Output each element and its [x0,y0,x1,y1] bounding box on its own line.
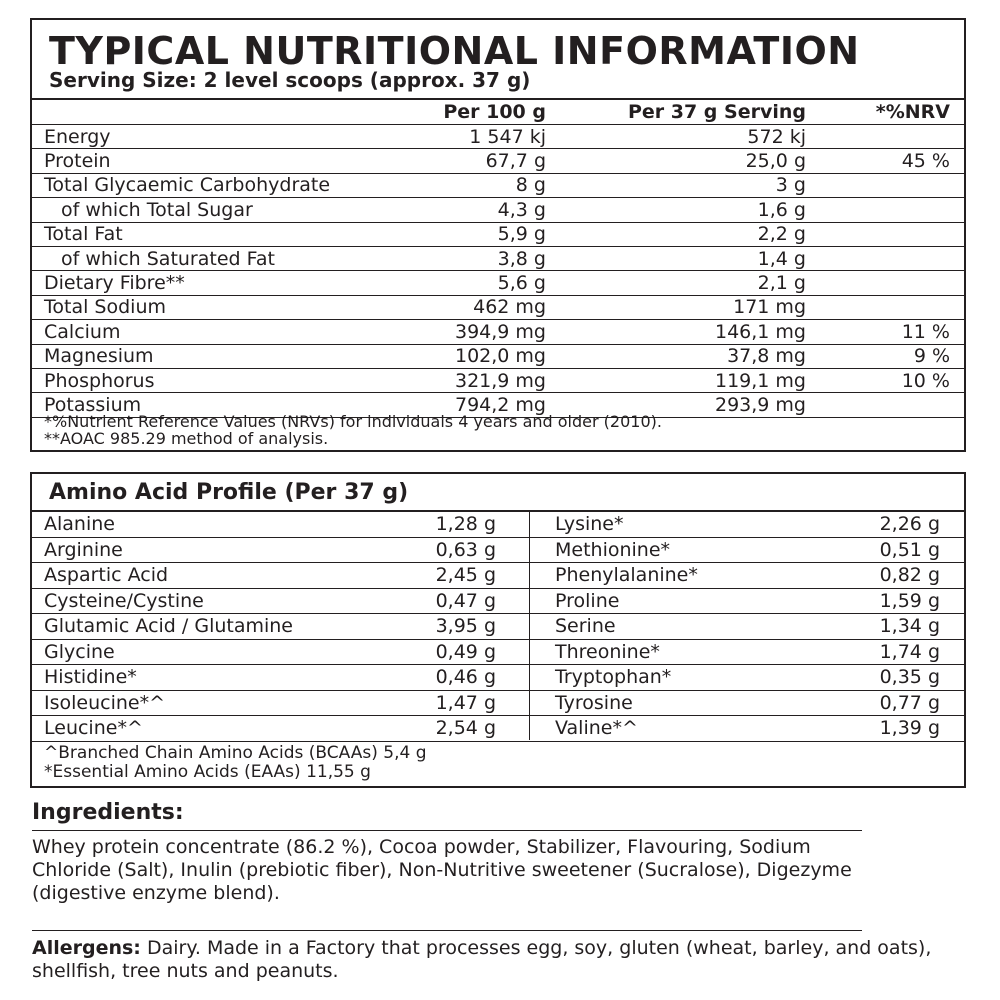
ingredients-text: Whey protein concentrate (86.2 %), Cocoa powder, Stabilizer, Flavouring, Sodium Chloride (Salt), Inulin (prebiotic fiber), Non-Nutritive sweetener (Sucralose), Digezyme (digestive enzyme blend). [32,836,852,904]
amino-row-divider [32,715,964,716]
nutrient-name: Magnesium [44,345,154,368]
amino-column-divider [529,511,530,740]
amino-name: Proline [555,589,620,612]
allergens-label: Allergens: [32,937,141,959]
nutrient-per-100g: 67,7 g [485,149,546,172]
amino-name: Threonine* [555,640,660,663]
nutrient-per-serving: 1,4 g [757,247,806,270]
amino-panel [30,472,966,788]
amino-title-divider [32,510,964,512]
header-per-100g: Per 100 g [443,101,546,123]
nutrient-name: Protein [44,149,111,172]
allergens-divider [32,930,862,931]
amino-name: Histidine* [44,666,137,688]
amino-name: Valine*^ [555,717,638,739]
amino-name: Phenylalanine* [555,564,698,586]
amino-row-divider [32,562,964,563]
nutrient-name: of which Saturated Fat [61,247,275,270]
amino-row-divider [32,690,964,691]
amino-value: 3,95 g [435,615,496,637]
bcaa-footnote: ^Branched Chain Amino Acids (BCAAs) 5,4 g [44,743,427,763]
nutrient-per-serving: 119,1 mg [714,369,806,392]
nutrient-per-100g: 102,0 mg [454,345,546,368]
nutrient-per-100g: 5,9 g [497,223,546,246]
nutrient-name: Potassium [44,393,142,416]
nutrient-per-100g: 321,9 mg [454,369,546,392]
amino-value: 0,51 g [879,538,940,561]
nrv-footnote: *%Nutrient Reference Values (NRVs) for individuals 4 years and older (2010). [44,412,662,431]
nutrient-per-100g: 462 mg [473,296,546,319]
amino-name: Cysteine/Cystine [44,589,204,612]
amino-name: Arginine [44,538,123,561]
nutrient-name: Total Fat [44,223,123,246]
nutrient-nrv: 11 % [901,320,950,343]
nutrient-nrv: 9 % [913,345,950,368]
amino-name: Isoleucine*^ [44,691,166,714]
amino-value: 2,45 g [435,564,496,586]
amino-value: 0,63 g [435,538,496,561]
amino-value: 0,47 g [435,589,496,612]
nutrient-name: Phosphorus [44,369,155,392]
ingredients-divider [32,830,862,831]
amino-name: Tyrosine [555,691,633,714]
nutrient-per-100g: 1 547 kj [469,125,546,148]
nutrient-name: Energy [44,125,111,148]
nutrient-per-100g: 3,8 g [497,247,546,270]
amino-name: Methionine* [555,538,671,561]
header-per-serving: Per 37 g Serving [627,101,806,123]
amino-name: Serine [555,615,616,637]
amino-row-divider [32,741,964,742]
eaa-footnote: *Essential Amino Acids (EAAs) 11,55 g [44,762,371,782]
nutrition-title: TYPICAL NUTRITIONAL INFORMATION [49,29,860,73]
amino-row-divider [32,537,964,538]
amino-value: 0,82 g [879,564,940,586]
amino-value: 0,49 g [435,640,496,663]
nutrient-per-serving: 146,1 mg [714,320,806,343]
nutrient-name: Total Glycaemic Carbohydrate [44,174,331,197]
amino-name: Glutamic Acid / Glutamine [44,615,293,637]
amino-row-divider [32,664,964,665]
amino-value: 1,39 g [879,717,940,739]
amino-value: 1,47 g [435,691,496,714]
nutrient-per-100g: 394,9 mg [454,320,546,343]
allergens-statement [32,937,962,983]
amino-name: Leucine*^ [44,717,143,739]
amino-value: 1,74 g [879,640,940,663]
amino-name: Tryptophan* [555,666,672,688]
nutrition-panel [30,18,966,452]
nutrient-per-serving: 1,6 g [757,198,806,221]
header-nrv: *%NRV [875,101,950,123]
nutrient-name: Dietary Fibre** [44,271,185,294]
amino-value: 2,26 g [879,513,940,535]
amino-title: Amino Acid Profile (Per 37 g) [49,480,409,505]
nutrient-per-100g: 4,3 g [497,198,546,221]
aoac-footnote: **AOAC 985.29 method of analysis. [44,429,329,448]
amino-name: Lysine* [555,513,624,535]
nutrient-per-serving: 293,9 mg [714,393,806,416]
amino-value: 1,34 g [879,615,940,637]
amino-value: 0,77 g [879,691,940,714]
nutrient-per-100g: 794,2 mg [454,393,546,416]
nutrient-nrv: 45 % [901,149,950,172]
allergens-text: Dairy. Made in a Factory that processes egg, soy, gluten (wheat, barley, and oats), shellfish, tree nuts and peanuts. [32,937,932,982]
amino-name: Aspartic Acid [44,564,169,586]
nutrient-name: Calcium [44,320,121,343]
nutrient-per-serving: 25,0 g [745,149,806,172]
amino-row-divider [32,639,964,640]
nutrient-per-serving: 171 mg [733,296,806,319]
amino-value: 0,46 g [435,666,496,688]
amino-value: 1,59 g [879,589,940,612]
nutrient-per-serving: 572 kj [747,125,806,148]
nutrient-name: of which Total Sugar [61,198,253,221]
amino-name: Glycine [44,640,115,663]
nutrient-per-serving: 2,1 g [757,271,806,294]
amino-name: Alanine [44,513,115,535]
nutrient-per-100g: 8 g [515,174,546,197]
amino-value: 2,54 g [435,717,496,739]
amino-value: 0,35 g [879,666,940,688]
nutrient-nrv: 10 % [901,369,950,392]
nutrient-name: Total Sodium [44,296,166,319]
ingredients-heading: Ingredients: [32,800,184,825]
serving-size: Serving Size: 2 level scoops (approx. 37 g) [49,68,531,92]
nutrient-per-100g: 5,6 g [497,271,546,294]
amino-value: 1,28 g [435,513,496,535]
nutrient-per-serving: 37,8 mg [727,345,806,368]
nutrient-per-serving: 3 g [775,174,806,197]
nutrient-per-serving: 2,2 g [757,223,806,246]
